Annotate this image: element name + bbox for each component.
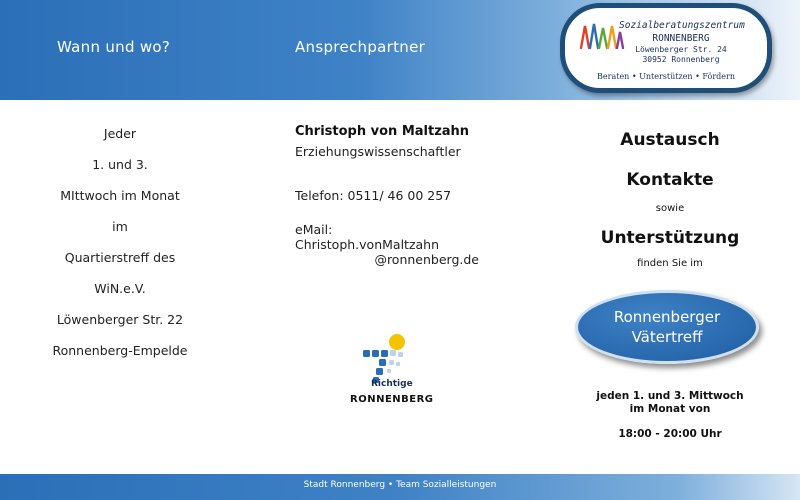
vaetertreff-line2: Vätertreff xyxy=(631,328,703,346)
when-where-line: MIttwoch im Monat xyxy=(60,188,180,203)
offer-support: Unterstützung xyxy=(600,228,740,248)
schedule-month: im Monat von xyxy=(629,403,711,415)
offer-as-well: sowie xyxy=(655,203,685,214)
contact-email-domain[interactable]: @ronnenberg.de xyxy=(374,252,479,267)
sozialberatung-logo xyxy=(560,3,772,93)
contact-role: Erziehungswissenschaftler xyxy=(295,144,461,159)
contact-email-address[interactable]: Christoph.vonMaltzahn xyxy=(295,237,440,252)
schedule-time: 18:00 - 20:00 Uhr xyxy=(618,428,722,440)
logo-org-name: Sozialberatungszentrum xyxy=(619,20,745,31)
schedule-days: jeden 1. und 3. Mittwoch xyxy=(596,390,744,402)
offer-exchange: Austausch xyxy=(620,130,720,150)
when-where-heading: Wann und wo? xyxy=(57,38,171,56)
logo-city: RONNENBERG xyxy=(652,33,710,44)
when-where-line: Löwenberger Str. 22 xyxy=(56,312,184,327)
richtige-word: Richtige xyxy=(371,379,413,389)
offer-find-in: finden Sie im xyxy=(637,258,703,269)
logo-tagline: Beraten • Unterstützen • Fördern xyxy=(597,72,735,81)
footer-text: Stadt Ronnenberg • Team Sozialleistungen xyxy=(303,480,497,490)
contact-phone[interactable]: Telefon: 0511/ 46 00 257 xyxy=(295,188,452,203)
when-where-line: 1. und 3. xyxy=(92,157,148,172)
when-where-line: Quartierstreff des xyxy=(64,250,176,265)
contact-name: Christoph von Maltzahn xyxy=(295,124,470,139)
when-where-column xyxy=(30,118,210,366)
logo-postcode: 30952 Ronnenberg xyxy=(642,55,720,64)
meeting-schedule xyxy=(590,390,750,440)
contact-column xyxy=(295,124,535,267)
contact-email-label: eMail: xyxy=(295,222,333,237)
when-where-line: Ronnenberg-Empelde xyxy=(52,343,188,358)
footer-band xyxy=(0,474,800,500)
when-where-line: im xyxy=(112,219,128,234)
offer-contacts: Kontakte xyxy=(626,170,714,190)
vaetertreff-line1: Ronnenberger xyxy=(613,308,721,326)
logo-street: Löwenberger Str. 24 xyxy=(635,45,727,54)
vaetertreff-badge xyxy=(575,290,759,364)
when-where-line: Jeder xyxy=(103,126,137,141)
contact-heading: Ansprechpartner xyxy=(295,38,426,56)
when-where-line: WiN.e.V. xyxy=(94,281,146,296)
richtige-city: RONNENBERG xyxy=(350,394,434,405)
